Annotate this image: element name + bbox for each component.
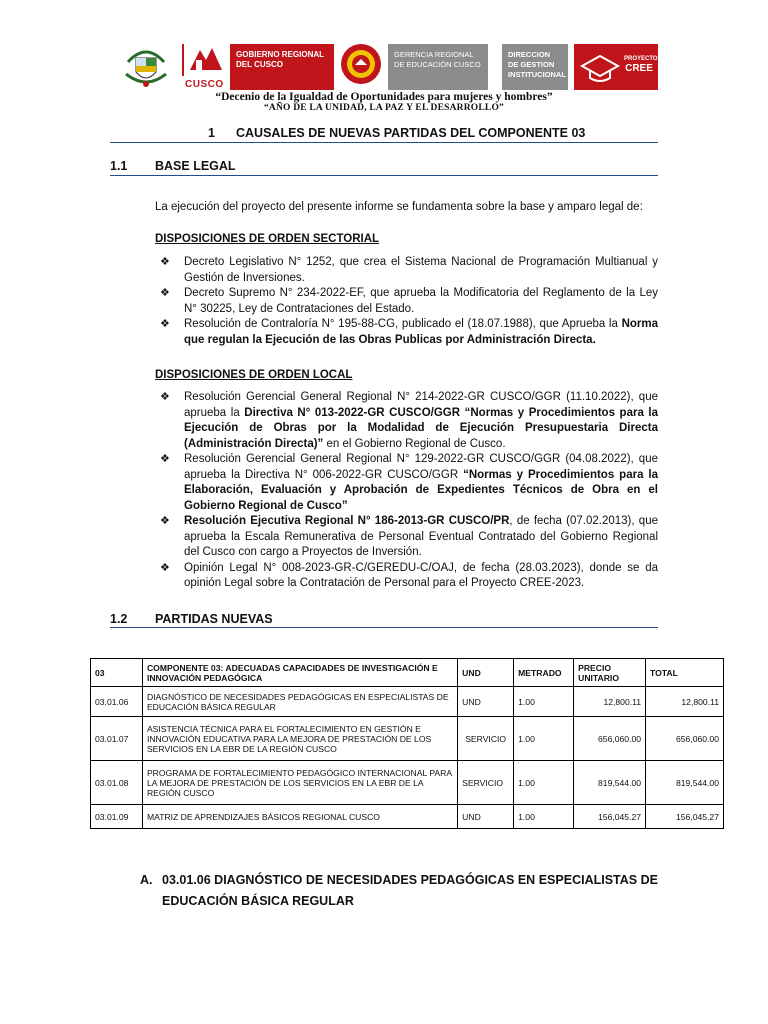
table-cell: 1.00 xyxy=(514,761,574,805)
table-cell: SERVICIO xyxy=(458,761,514,805)
table-row xyxy=(91,687,724,717)
list-item: ❖ Resolución de Contraloría N° 195-88-CG, publicado el (18.07.1988), que Aprueba la Norma que regulan la Ejecución de las Obras Publicas por Administración Directa. xyxy=(160,318,658,346)
bullet-diamond-icon: ❖ xyxy=(160,318,170,330)
table-cell: 1.00 xyxy=(514,717,574,761)
gerencia-educacion-logo: GERENCIA REGIONAL DE EDUCACIÓN CUSCO xyxy=(388,44,488,90)
section-1-2-rule xyxy=(110,627,658,628)
subsection-a-letter: A. xyxy=(140,873,153,887)
table-cell: 656,060.00 xyxy=(574,717,646,761)
table-cell: 03.01.09 xyxy=(91,805,143,829)
bullet-diamond-icon: ❖ xyxy=(160,391,170,403)
list-item: ❖ Resolución Gerencial General Regional N° 129-2022-GR CUSCO/GGR (04.08.2022), que aprueba la Directiva N° 006-2022-GR CUSCO/GGR “Normas y Procedimientos para la Elaboración, Evaluación y Aprobación de Expedientes Técnicos de Obra en el Gobierno Regional de Cusco” xyxy=(160,453,659,512)
table-cell: 819,544.00 xyxy=(646,761,724,805)
table-cell: 12,800.11 xyxy=(646,687,724,717)
table-row xyxy=(91,717,724,761)
list-item: ❖ Decreto Legislativo N° 1252, que crea el Sistema Nacional de Programación Multianual y Gestión de Inversiones. xyxy=(160,256,658,284)
table-cell: 12,800.11 xyxy=(574,687,646,717)
table-row xyxy=(91,805,724,829)
table-header-row xyxy=(91,659,724,687)
section-1-number: 1 xyxy=(208,126,215,140)
sectorial-list xyxy=(160,255,658,348)
partidas-table xyxy=(90,658,724,829)
peru-coat-of-arms-logo xyxy=(122,44,170,90)
table-cell: 819,544.00 xyxy=(574,761,646,805)
table-cell: ASISTENCIA TÉCNICA PARA EL FORTALECIMIENTO EN GESTIÓN E INNOVACIÓN EDUCATIVA PARA LA MEJORA DE PRESTACIÓN DE LOS SERVICIOS EN LA EBR DE LA REGIÓN CUSCO xyxy=(142,717,457,761)
table-cell: DIAGNÓSTICO DE NECESIDADES PEDAGÓGICAS EN ESPECIALISTAS DE EDUCACIÓN BÁSICA REGULAR xyxy=(142,687,457,717)
cree-logo-word: PROYECTO CREE xyxy=(624,56,658,74)
table-cell: 1.00 xyxy=(514,687,574,717)
table-header-cell: METRADO xyxy=(514,659,574,687)
section-1-1-rule xyxy=(110,175,658,176)
direccion-gestion-logo: DIRECCION DE GESTION INSTITUCIONAL xyxy=(502,44,568,90)
table-header-cell: 03 xyxy=(91,659,143,687)
list-item: ❖ Resolución Gerencial General Regional N° 214-2022-GR CUSCO/GGR (11.10.2022), que aprueba la Directiva N° 013-2022-GR CUSCO/GGR “Normas y Procedimientos para la Ejecución de Obras por la Modalidad de Ejecución Presupuestaria Directa (Administración Directa)” en el Gobierno Regional de Cusco. xyxy=(160,391,658,450)
bullet-diamond-icon: ❖ xyxy=(160,453,170,465)
sectorial-heading: DISPOSICIONES DE ORDEN SECTORIAL xyxy=(155,233,380,245)
section-1-2-number: 1.2 xyxy=(110,612,128,626)
table-header-cell: PRECIO UNITARIO xyxy=(574,659,646,687)
table-cell: UND xyxy=(458,687,514,717)
motto-year: “AÑO DE LA UNIDAD, LA PAZ Y EL DESARROLLO” xyxy=(263,103,505,113)
section-1-title: CAUSALES DE NUEVAS PARTIDAS DEL COMPONENTE 03 xyxy=(236,126,586,140)
gobierno-regional-logo: GOBIERNO REGIONAL DEL CUSCO xyxy=(230,44,334,90)
list-item: ❖ Resolución Ejecutiva Regional N° 186-2013-GR CUSCO/PR, de fecha (07.02.2013), que aprueba la Escala Remunerativa de Personal Eventual Contratado del Gobierno Regional del Cusco con cargo a Proyectos de Inversión. xyxy=(160,515,658,558)
table-cell: UND xyxy=(458,805,514,829)
table-cell: 03.01.06 xyxy=(91,687,143,717)
table-cell: MATRIZ DE APRENDIZAJES BÁSICOS REGIONAL CUSCO xyxy=(142,805,457,829)
table-header-cell: COMPONENTE 03: ADECUADAS CAPACIDADES DE INVESTIGACIÓN E INNOVACIÓN PEDAGÓGICA xyxy=(142,659,457,687)
section-1-rule xyxy=(110,142,658,143)
table-header-cell: UND xyxy=(458,659,514,687)
section-1-2-title: PARTIDAS NUEVAS xyxy=(155,612,273,626)
list-item: ❖ Decreto Supremo N° 234-2022-EF, que aprueba la Modificatoria del Reglamento de la Ley N° 30225, Ley de Contrataciones del Estado. xyxy=(160,287,658,315)
bullet-diamond-icon: ❖ xyxy=(160,256,170,268)
table-cell: 156,045.27 xyxy=(646,805,724,829)
table-header-cell: TOTAL xyxy=(646,659,724,687)
bullet-diamond-icon: ❖ xyxy=(160,287,170,299)
motto-decenio: “Decenio de la Igualdad de Oportunidades para mujeres y hombres” xyxy=(215,91,553,103)
cusco-logo-word: CUSCO xyxy=(185,79,224,90)
base-legal-intro: La ejecución del proyecto del presente informe se fundamenta sobre la base y amparo legal de: xyxy=(155,201,643,213)
bullet-diamond-icon: ❖ xyxy=(160,561,170,574)
table-cell: SERVICIO xyxy=(458,717,514,761)
table-row xyxy=(91,761,724,805)
table-cell: 03.01.07 xyxy=(91,717,143,761)
section-1-1-number: 1.1 xyxy=(110,159,128,173)
list-item: ❖ Opinión Legal N° 008-2023-GR-C/GEREDU-C/OAJ, de fecha (28.03.2023), donde se da opinión Legal sobre la Contratación de Personal para el Proyecto CREE-2023. xyxy=(160,561,658,589)
section-1-1-title: BASE LEGAL xyxy=(155,159,236,173)
table-cell: 03.01.08 xyxy=(91,761,143,805)
table-cell: 656,060.00 xyxy=(646,717,724,761)
bullet-diamond-icon: ❖ xyxy=(160,515,170,527)
educacion-seal-logo xyxy=(340,43,382,85)
table-cell: 156,045.27 xyxy=(574,805,646,829)
subsection-a-title: 03.01.06 DIAGNÓSTICO DE NECESIDADES PEDAGÓGICAS EN ESPECIALISTAS DE EDUCACIÓN BÁSICA REGULAR xyxy=(162,873,658,908)
table-cell: 1.00 xyxy=(514,805,574,829)
local-heading: DISPOSICIONES DE ORDEN LOCAL xyxy=(155,369,353,381)
local-list xyxy=(160,390,658,592)
table-cell: PROGRAMA DE FORTALECIMIENTO PEDAGÓGICO INTERNACIONAL PARA LA MEJORA DE PRESTACIÓN DE LOS SERVICIOS EN LA EBR DE LA REGIÓN CUSCO xyxy=(142,761,457,805)
